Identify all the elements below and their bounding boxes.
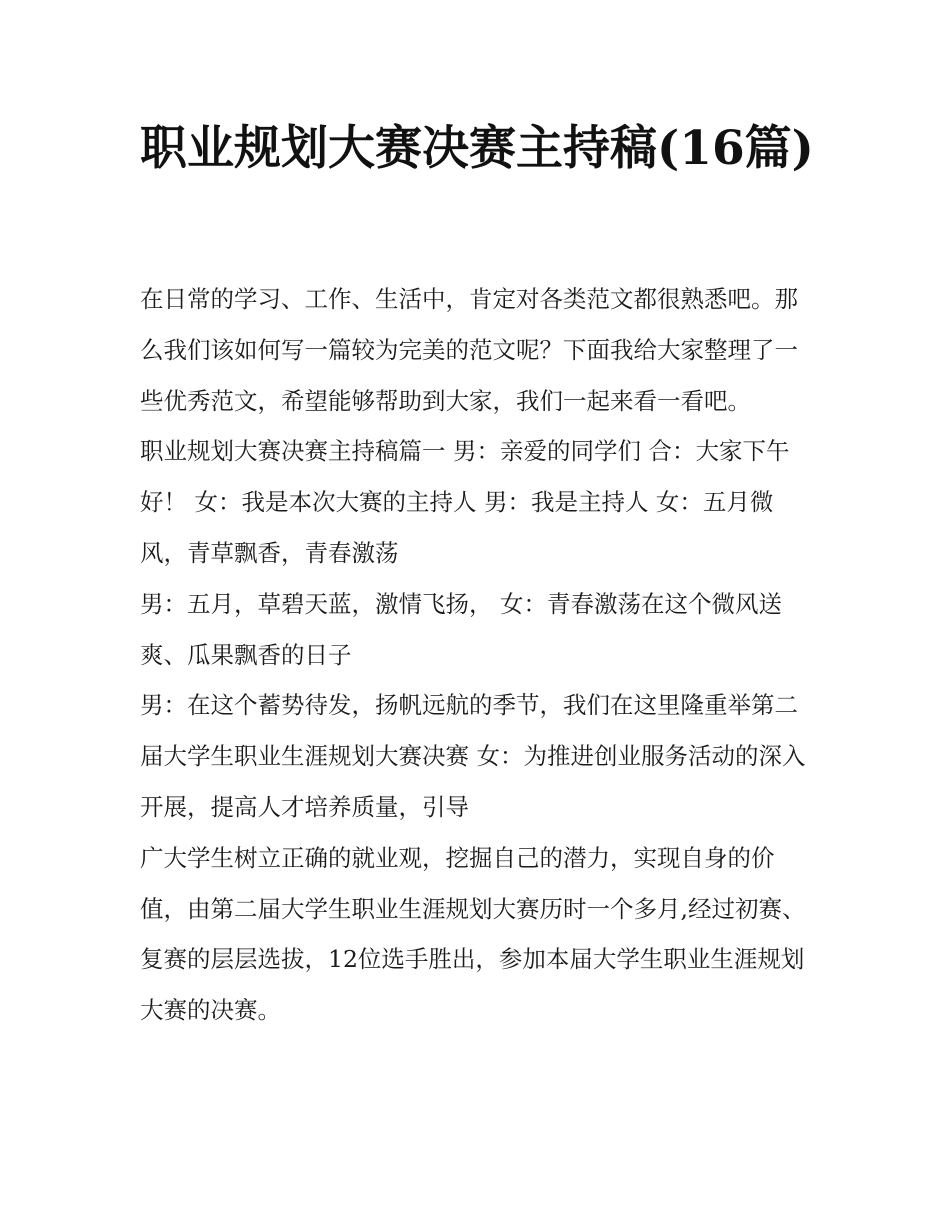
paragraph-season-dialogue: 男：在这个蓄势待发，扬帆远航的季节，我们在这里隆重举第二届大学生职业生涯规划大赛决赛 女：为推进创业服务活动的深入开展，提高人才培养质量，引导	[140, 691, 806, 821]
paragraph-intro: 在日常的学习、工作、生活中，肯定对各类范文都很熟悉吧。那么我们该如何写一篇较为完美的范文呢？下面我给大家整理了一些优秀范文，希望能够帮助到大家，我们一起来看一看吧。	[140, 285, 798, 415]
paragraph-may-dialogue: 男：五月，草碧天蓝，激情飞扬， 女：青春激荡在这个微风送爽、瓜果飘香的日子	[140, 589, 782, 669]
document-body	[140, 274, 820, 1036]
document-title: 职业规划大赛决赛主持稿(16篇)	[140, 121, 814, 176]
paragraph-opening-dialogue: 职业规划大赛决赛主持稿篇一 男：亲爱的同学们 合：大家下午好！ 女：我是本次大赛的主持人 男：我是主持人 女：五月微风，青草飘香，青春激荡	[140, 437, 790, 567]
paragraph-competition-intro: 广大学生树立正确的就业观，挖掘自己的潜力，实现自身的价值，由第二届大学生职业生涯规划大赛历时一个多月,经过初赛、复赛的层层选拔，12位选手胜出，参加本届大学生职业生涯规划大赛的决赛。	[140, 843, 806, 1025]
